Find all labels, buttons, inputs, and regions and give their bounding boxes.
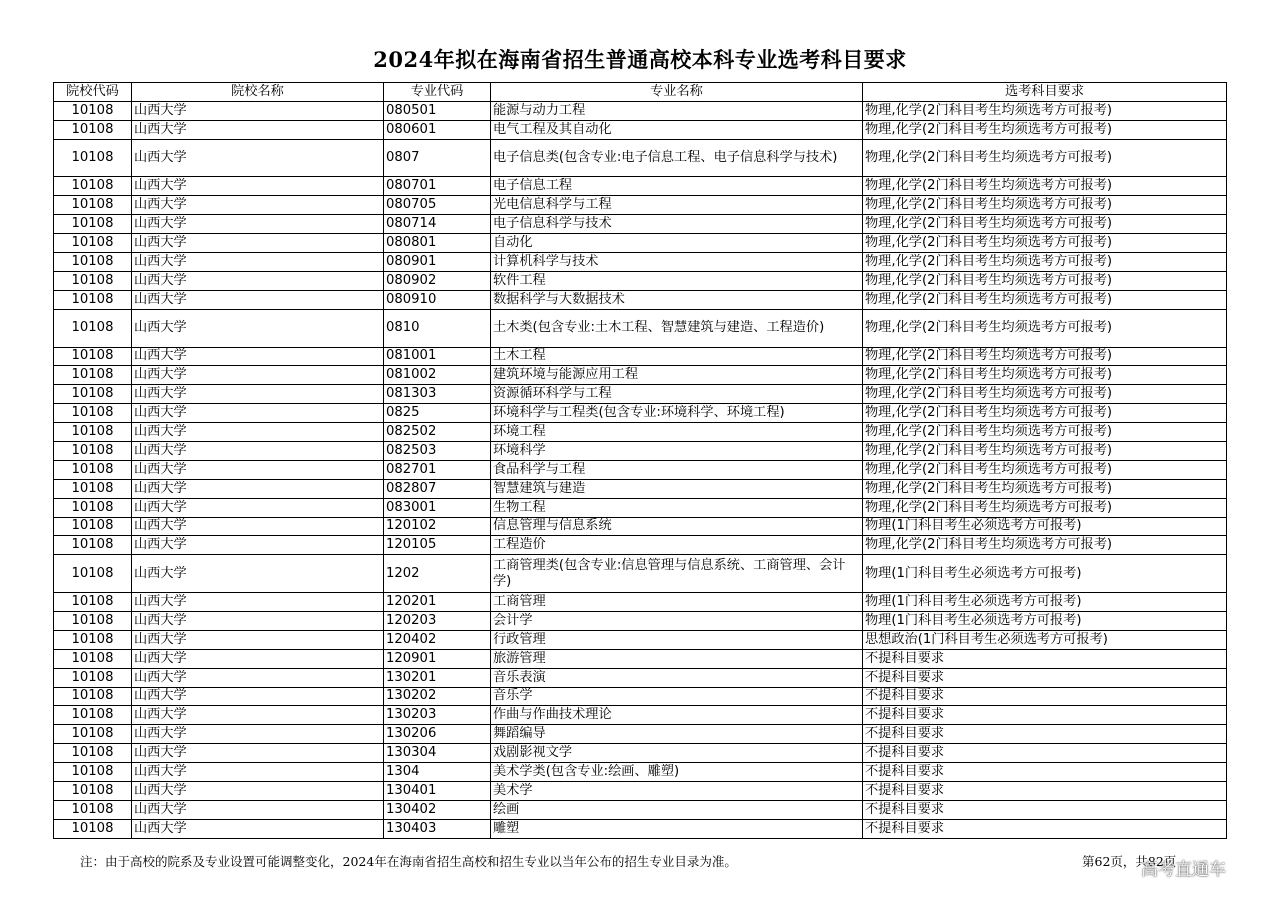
- table-row: [54, 271, 1227, 290]
- cell-school-code: 10108: [54, 347, 132, 366]
- cell-major-name: 美术学类(包含专业:绘画、雕塑): [491, 763, 863, 782]
- cell-major-code: 0825: [384, 404, 491, 423]
- cell-major-code: 1202: [384, 555, 491, 593]
- cell-subject-requirement: 物理,化学(2门科目考生均须选考方可报考): [863, 441, 1227, 460]
- cell-school-name: 山西大学: [132, 234, 384, 253]
- table-row: [54, 253, 1227, 272]
- cell-school-name: 山西大学: [132, 479, 384, 498]
- cell-school-name: 山西大学: [132, 215, 384, 234]
- cell-subject-requirement: 不提科目要求: [863, 782, 1227, 801]
- cell-major-code: 130202: [384, 687, 491, 706]
- table-row: [54, 649, 1227, 668]
- cell-school-code: 10108: [54, 101, 132, 120]
- table-row: [54, 555, 1227, 593]
- cell-major-name: 美术学: [491, 782, 863, 801]
- cell-major-code: 080902: [384, 271, 491, 290]
- header-subject-requirement: 选考科目要求: [863, 83, 1227, 102]
- cell-subject-requirement: 物理,化学(2门科目考生均须选考方可报考): [863, 271, 1227, 290]
- cell-subject-requirement: 物理,化学(2门科目考生均须选考方可报考): [863, 253, 1227, 272]
- table-row: [54, 101, 1227, 120]
- cell-major-code: 080910: [384, 290, 491, 309]
- cell-major-code: 0810: [384, 309, 491, 347]
- cell-major-name: 音乐学: [491, 687, 863, 706]
- cell-subject-requirement: 物理,化学(2门科目考生均须选考方可报考): [863, 385, 1227, 404]
- cell-major-name: 会计学: [491, 611, 863, 630]
- cell-school-code: 10108: [54, 593, 132, 612]
- table-row: [54, 385, 1227, 404]
- cell-school-code: 10108: [54, 460, 132, 479]
- cell-subject-requirement: 物理,化学(2门科目考生均须选考方可报考): [863, 536, 1227, 555]
- header-school-name: 院校名称: [132, 83, 384, 102]
- cell-school-name: 山西大学: [132, 593, 384, 612]
- cell-school-code: 10108: [54, 385, 132, 404]
- cell-subject-requirement: 物理,化学(2门科目考生均须选考方可报考): [863, 347, 1227, 366]
- cell-major-name: 电气工程及其自动化: [491, 120, 863, 139]
- cell-major-name: 生物工程: [491, 498, 863, 517]
- cell-school-name: 山西大学: [132, 177, 384, 196]
- table-row: [54, 744, 1227, 763]
- document-title: 2024年拟在海南省招生普通高校本科专业选考科目要求: [373, 47, 907, 72]
- cell-school-name: 山西大学: [132, 782, 384, 801]
- table-row: [54, 725, 1227, 744]
- cell-major-name: 电子信息类(包含专业:电子信息工程、电子信息科学与技术): [491, 139, 863, 177]
- cell-subject-requirement: 不提科目要求: [863, 687, 1227, 706]
- cell-school-code: 10108: [54, 555, 132, 593]
- cell-school-code: 10108: [54, 744, 132, 763]
- cell-major-name: 软件工程: [491, 271, 863, 290]
- cell-major-name: 戏剧影视文学: [491, 744, 863, 763]
- table-row: [54, 763, 1227, 782]
- cell-school-name: 山西大学: [132, 441, 384, 460]
- cell-subject-requirement: 不提科目要求: [863, 725, 1227, 744]
- table-row: [54, 706, 1227, 725]
- cell-school-code: 10108: [54, 782, 132, 801]
- cell-school-name: 山西大学: [132, 460, 384, 479]
- cell-school-name: 山西大学: [132, 536, 384, 555]
- cell-major-code: 120402: [384, 630, 491, 649]
- cell-major-name: 舞蹈编导: [491, 725, 863, 744]
- cell-major-code: 120901: [384, 649, 491, 668]
- cell-major-code: 130403: [384, 819, 491, 838]
- cell-subject-requirement: 物理,化学(2门科目考生均须选考方可报考): [863, 309, 1227, 347]
- table-row: [54, 517, 1227, 536]
- cell-subject-requirement: 物理,化学(2门科目考生均须选考方可报考): [863, 366, 1227, 385]
- table-row: [54, 404, 1227, 423]
- cell-school-code: 10108: [54, 687, 132, 706]
- cell-subject-requirement: 不提科目要求: [863, 763, 1227, 782]
- cell-school-code: 10108: [54, 366, 132, 385]
- cell-school-name: 山西大学: [132, 725, 384, 744]
- cell-school-code: 10108: [54, 649, 132, 668]
- cell-school-code: 10108: [54, 271, 132, 290]
- table-row: [54, 687, 1227, 706]
- cell-major-code: 120105: [384, 536, 491, 555]
- cell-school-name: 山西大学: [132, 309, 384, 347]
- cell-major-code: 130206: [384, 725, 491, 744]
- cell-subject-requirement: 不提科目要求: [863, 800, 1227, 819]
- cell-subject-requirement: 物理,化学(2门科目考生均须选考方可报考): [863, 290, 1227, 309]
- cell-subject-requirement: 物理,化学(2门科目考生均须选考方可报考): [863, 234, 1227, 253]
- cell-subject-requirement: 不提科目要求: [863, 744, 1227, 763]
- cell-major-name: 环境科学: [491, 441, 863, 460]
- cell-subject-requirement: 物理(1门科目考生必须选考方可报考): [863, 517, 1227, 536]
- table-row: [54, 536, 1227, 555]
- cell-subject-requirement: 物理,化学(2门科目考生均须选考方可报考): [863, 215, 1227, 234]
- cell-school-code: 10108: [54, 404, 132, 423]
- cell-school-name: 山西大学: [132, 498, 384, 517]
- table-row: [54, 215, 1227, 234]
- cell-school-code: 10108: [54, 120, 132, 139]
- cell-school-name: 山西大学: [132, 706, 384, 725]
- table-row: [54, 177, 1227, 196]
- table-row: [54, 423, 1227, 442]
- cell-major-code: 120102: [384, 517, 491, 536]
- table-row: [54, 139, 1227, 177]
- page-number: 第62页，共82页: [1082, 854, 1177, 869]
- cell-major-code: 082502: [384, 423, 491, 442]
- cell-major-name: 信息管理与信息系统: [491, 517, 863, 536]
- cell-major-code: 080901: [384, 253, 491, 272]
- cell-major-name: 电子信息工程: [491, 177, 863, 196]
- cell-major-name: 计算机科学与技术: [491, 253, 863, 272]
- cell-major-code: 120203: [384, 611, 491, 630]
- cell-school-code: 10108: [54, 479, 132, 498]
- cell-school-code: 10108: [54, 139, 132, 177]
- header-major-code: 专业代码: [384, 83, 491, 102]
- watermark-text: 高考直通车: [1141, 860, 1226, 880]
- cell-major-code: 081303: [384, 385, 491, 404]
- cell-school-name: 山西大学: [132, 196, 384, 215]
- cell-subject-requirement: 物理,化学(2门科目考生均须选考方可报考): [863, 139, 1227, 177]
- cell-subject-requirement: 不提科目要求: [863, 649, 1227, 668]
- cell-major-code: 130402: [384, 800, 491, 819]
- cell-major-name: 环境科学与工程类(包含专业:环境科学、环境工程): [491, 404, 863, 423]
- cell-subject-requirement: 物理,化学(2门科目考生均须选考方可报考): [863, 177, 1227, 196]
- cell-subject-requirement: 物理,化学(2门科目考生均须选考方可报考): [863, 479, 1227, 498]
- table-row: [54, 460, 1227, 479]
- cell-subject-requirement: 不提科目要求: [863, 706, 1227, 725]
- cell-major-code: 080705: [384, 196, 491, 215]
- cell-school-name: 山西大学: [132, 120, 384, 139]
- cell-major-code: 083001: [384, 498, 491, 517]
- cell-major-code: 082503: [384, 441, 491, 460]
- cell-school-code: 10108: [54, 630, 132, 649]
- cell-school-name: 山西大学: [132, 649, 384, 668]
- table-row: [54, 234, 1227, 253]
- cell-major-name: 旅游管理: [491, 649, 863, 668]
- cell-major-name: 音乐表演: [491, 668, 863, 687]
- cell-major-code: 082807: [384, 479, 491, 498]
- cell-school-name: 山西大学: [132, 139, 384, 177]
- cell-major-name: 土木类(包含专业:土木工程、智慧建筑与建造、工程造价): [491, 309, 863, 347]
- cell-major-name: 数据科学与大数据技术: [491, 290, 863, 309]
- cell-school-code: 10108: [54, 536, 132, 555]
- cell-major-code: 082701: [384, 460, 491, 479]
- cell-major-code: 130201: [384, 668, 491, 687]
- cell-school-name: 山西大学: [132, 668, 384, 687]
- table-row: [54, 611, 1227, 630]
- cell-school-code: 10108: [54, 423, 132, 442]
- cell-major-name: 工程造价: [491, 536, 863, 555]
- cell-major-name: 行政管理: [491, 630, 863, 649]
- cell-school-name: 山西大学: [132, 687, 384, 706]
- cell-major-name: 光电信息科学与工程: [491, 196, 863, 215]
- cell-major-code: 080701: [384, 177, 491, 196]
- cell-school-code: 10108: [54, 763, 132, 782]
- cell-school-name: 山西大学: [132, 630, 384, 649]
- cell-subject-requirement: 物理(1门科目考生必须选考方可报考): [863, 611, 1227, 630]
- cell-school-code: 10108: [54, 706, 132, 725]
- cell-major-code: 081002: [384, 366, 491, 385]
- cell-school-name: 山西大学: [132, 101, 384, 120]
- cell-major-code: 130304: [384, 744, 491, 763]
- cell-major-name: 电子信息科学与技术: [491, 215, 863, 234]
- header-major-name: 专业名称: [491, 83, 863, 102]
- table-row: [54, 593, 1227, 612]
- cell-school-code: 10108: [54, 253, 132, 272]
- cell-school-name: 山西大学: [132, 347, 384, 366]
- table-row: [54, 498, 1227, 517]
- header-school-code: 院校代码: [54, 83, 132, 102]
- cell-major-code: 130401: [384, 782, 491, 801]
- table-row: [54, 441, 1227, 460]
- cell-school-code: 10108: [54, 668, 132, 687]
- cell-subject-requirement: 物理(1门科目考生必须选考方可报考): [863, 555, 1227, 593]
- cell-major-code: 120201: [384, 593, 491, 612]
- cell-major-name: 工商管理类(包含专业:信息管理与信息系统、工商管理、会计学): [491, 555, 863, 593]
- table-header-row: [54, 83, 1227, 102]
- cell-school-code: 10108: [54, 725, 132, 744]
- cell-school-name: 山西大学: [132, 555, 384, 593]
- table-row: [54, 668, 1227, 687]
- cell-school-name: 山西大学: [132, 385, 384, 404]
- cell-major-name: 作曲与作曲技术理论: [491, 706, 863, 725]
- cell-subject-requirement: 物理,化学(2门科目考生均须选考方可报考): [863, 404, 1227, 423]
- cell-major-code: 080501: [384, 101, 491, 120]
- cell-school-code: 10108: [54, 215, 132, 234]
- cell-subject-requirement: 物理(1门科目考生必须选考方可报考): [863, 593, 1227, 612]
- cell-school-name: 山西大学: [132, 800, 384, 819]
- cell-school-code: 10108: [54, 177, 132, 196]
- table-row: [54, 290, 1227, 309]
- cell-subject-requirement: 物理,化学(2门科目考生均须选考方可报考): [863, 120, 1227, 139]
- cell-subject-requirement: 不提科目要求: [863, 668, 1227, 687]
- cell-major-code: 080714: [384, 215, 491, 234]
- table-row: [54, 120, 1227, 139]
- cell-school-name: 山西大学: [132, 366, 384, 385]
- cell-major-name: 土木工程: [491, 347, 863, 366]
- cell-school-code: 10108: [54, 517, 132, 536]
- cell-major-code: 130203: [384, 706, 491, 725]
- cell-school-code: 10108: [54, 290, 132, 309]
- cell-major-code: 081001: [384, 347, 491, 366]
- cell-school-name: 山西大学: [132, 517, 384, 536]
- cell-school-code: 10108: [54, 800, 132, 819]
- cell-major-name: 食品科学与工程: [491, 460, 863, 479]
- table-row: [54, 366, 1227, 385]
- cell-school-name: 山西大学: [132, 744, 384, 763]
- cell-school-name: 山西大学: [132, 271, 384, 290]
- cell-major-code: 1304: [384, 763, 491, 782]
- table-row: [54, 196, 1227, 215]
- cell-major-name: 工商管理: [491, 593, 863, 612]
- cell-major-name: 智慧建筑与建造: [491, 479, 863, 498]
- cell-major-name: 雕塑: [491, 819, 863, 838]
- cell-school-code: 10108: [54, 498, 132, 517]
- cell-school-name: 山西大学: [132, 611, 384, 630]
- table-row: [54, 782, 1227, 801]
- cell-school-code: 10108: [54, 611, 132, 630]
- cell-school-name: 山西大学: [132, 290, 384, 309]
- cell-major-code: 0807: [384, 139, 491, 177]
- cell-subject-requirement: 物理,化学(2门科目考生均须选考方可报考): [863, 196, 1227, 215]
- table-row: [54, 347, 1227, 366]
- cell-school-name: 山西大学: [132, 819, 384, 838]
- table-row: [54, 800, 1227, 819]
- table-row: [54, 819, 1227, 838]
- cell-school-name: 山西大学: [132, 763, 384, 782]
- cell-school-name: 山西大学: [132, 404, 384, 423]
- table-row: [54, 309, 1227, 347]
- cell-school-code: 10108: [54, 441, 132, 460]
- cell-major-name: 绘画: [491, 800, 863, 819]
- cell-major-name: 自动化: [491, 234, 863, 253]
- cell-subject-requirement: 思想政治(1门科目考生必须选考方可报考): [863, 630, 1227, 649]
- cell-subject-requirement: 物理,化学(2门科目考生均须选考方可报考): [863, 101, 1227, 120]
- requirements-table: [53, 82, 1227, 839]
- cell-school-code: 10108: [54, 234, 132, 253]
- cell-major-code: 080801: [384, 234, 491, 253]
- footnote: 注：由于高校的院系及专业设置可能调整变化，2024年在海南省招生高校和招生专业以当年公布的招生专业目录为准。: [80, 854, 737, 869]
- cell-subject-requirement: 物理,化学(2门科目考生均须选考方可报考): [863, 460, 1227, 479]
- cell-school-name: 山西大学: [132, 253, 384, 272]
- table-row: [54, 479, 1227, 498]
- cell-major-name: 能源与动力工程: [491, 101, 863, 120]
- table-row: [54, 630, 1227, 649]
- cell-school-code: 10108: [54, 196, 132, 215]
- cell-major-code: 080601: [384, 120, 491, 139]
- cell-major-name: 建筑环境与能源应用工程: [491, 366, 863, 385]
- table-body: [54, 101, 1227, 838]
- cell-school-code: 10108: [54, 309, 132, 347]
- cell-subject-requirement: 物理,化学(2门科目考生均须选考方可报考): [863, 498, 1227, 517]
- cell-subject-requirement: 不提科目要求: [863, 819, 1227, 838]
- cell-major-name: 环境工程: [491, 423, 863, 442]
- cell-school-code: 10108: [54, 819, 132, 838]
- cell-subject-requirement: 物理,化学(2门科目考生均须选考方可报考): [863, 423, 1227, 442]
- cell-major-name: 资源循环科学与工程: [491, 385, 863, 404]
- cell-school-name: 山西大学: [132, 423, 384, 442]
